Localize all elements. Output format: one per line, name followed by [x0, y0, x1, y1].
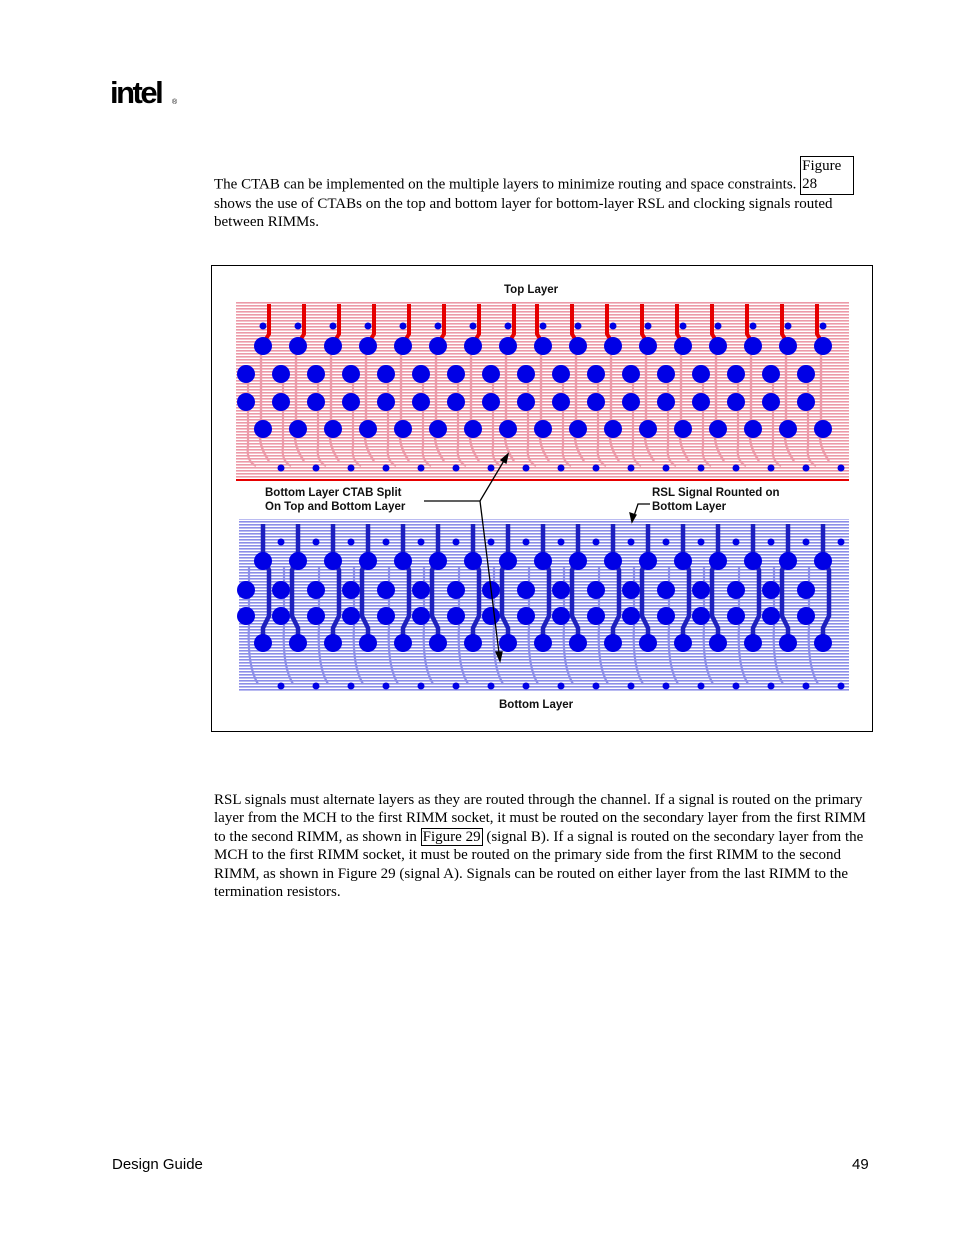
bottom-via [587, 581, 605, 599]
bottom-via [569, 552, 587, 570]
top-via [744, 420, 762, 438]
body-text-2: (signal B). If a signal is routed on the secondary layer from the MCH to the first RIMM socket, it must be routed on the primary side from the first RIMM to the second RIMM, as shown in Figure 29 (signal A). Signals can be routed on either layer from the last RIMM to the termination resistors. [214, 828, 864, 901]
top-via [342, 393, 360, 411]
top-via [814, 337, 832, 355]
top-via [622, 365, 640, 383]
top-via [307, 393, 325, 411]
figure-28-link[interactable]: Figure 28 [800, 156, 854, 195]
bottom-via [797, 607, 815, 625]
bottom-small-via [838, 683, 845, 690]
top-via [779, 337, 797, 355]
top-via [377, 393, 395, 411]
top-small-via [663, 465, 670, 472]
bottom-small-via [453, 539, 460, 546]
top-small-via [558, 465, 565, 472]
top-via [394, 420, 412, 438]
top-small-via [523, 465, 530, 472]
bottom-via [359, 634, 377, 652]
bottom-via [237, 607, 255, 625]
top-via [324, 420, 342, 438]
top-via [587, 365, 605, 383]
top-via [569, 420, 587, 438]
top-small-via [505, 323, 512, 330]
bottom-via [394, 552, 412, 570]
footer-doc-title: Design Guide [112, 1156, 203, 1173]
intro-paragraph [214, 156, 870, 232]
bottom-via [359, 552, 377, 570]
bottom-via [534, 552, 552, 570]
top-via [604, 337, 622, 355]
top-via [762, 393, 780, 411]
top-via [534, 337, 552, 355]
bottom-via [342, 607, 360, 625]
bottom-via [762, 607, 780, 625]
top-via [674, 337, 692, 355]
bottom-via [377, 607, 395, 625]
top-via [797, 365, 815, 383]
top-via [499, 337, 517, 355]
bottom-via [272, 581, 290, 599]
top-small-via [540, 323, 547, 330]
bottom-small-via [313, 539, 320, 546]
top-via [324, 337, 342, 355]
bottom-small-via [523, 683, 530, 690]
top-via [342, 365, 360, 383]
bottom-small-via [453, 683, 460, 690]
bottom-via [429, 552, 447, 570]
bottom-small-via [838, 539, 845, 546]
bottom-via [499, 552, 517, 570]
bottom-via [254, 634, 272, 652]
top-via [709, 337, 727, 355]
top-via [289, 337, 307, 355]
bottom-via [587, 607, 605, 625]
top-via [359, 420, 377, 438]
top-via [307, 365, 325, 383]
top-small-via [365, 323, 372, 330]
top-via [692, 393, 710, 411]
bottom-small-via [628, 683, 635, 690]
bottom-small-via [733, 683, 740, 690]
top-small-via [330, 323, 337, 330]
intro-text-after: shows the use of CTABs on the top and bottom layer for bottom-layer RSL and clocking signals routed between RIMMs. [214, 195, 833, 231]
bottom-via [797, 581, 815, 599]
bottom-via [762, 581, 780, 599]
top-small-via [715, 323, 722, 330]
bottom-small-via [733, 539, 740, 546]
bottom-via [692, 581, 710, 599]
bottom-via [412, 581, 430, 599]
top-small-via [698, 465, 705, 472]
top-via [517, 365, 535, 383]
bottom-small-via [488, 683, 495, 690]
bottom-via [517, 581, 535, 599]
top-small-via [733, 465, 740, 472]
top-small-via [400, 323, 407, 330]
top-via [814, 420, 832, 438]
bottom-via [307, 581, 325, 599]
top-via [254, 337, 272, 355]
top-small-via [435, 323, 442, 330]
bottom-small-via [383, 539, 390, 546]
bottom-via [709, 552, 727, 570]
top-via [779, 420, 797, 438]
top-via [552, 365, 570, 383]
top-via [622, 393, 640, 411]
top-small-via [820, 323, 827, 330]
bottom-via [814, 634, 832, 652]
bottom-via [622, 581, 640, 599]
top-via [412, 393, 430, 411]
top-via [604, 420, 622, 438]
bottom-via [657, 607, 675, 625]
top-small-via [488, 465, 495, 472]
bottom-small-via [348, 683, 355, 690]
bottom-via [727, 607, 745, 625]
bottom-via [622, 607, 640, 625]
top-via [762, 365, 780, 383]
top-small-via [260, 323, 267, 330]
bottom-via [324, 552, 342, 570]
top-via [639, 420, 657, 438]
bottom-small-via [418, 539, 425, 546]
bottom-small-via [558, 539, 565, 546]
rsl-alternation-paragraph [214, 791, 870, 901]
top-via [692, 365, 710, 383]
top-via [727, 365, 745, 383]
top-via [639, 337, 657, 355]
rsl-signal-callout: RSL Signal Rounted on Bottom Layer [652, 487, 780, 513]
top-layer-label: Top Layer [504, 284, 559, 296]
bottom-via [464, 552, 482, 570]
bottom-via [604, 634, 622, 652]
top-via [657, 393, 675, 411]
bottom-small-via [628, 539, 635, 546]
bottom-via [237, 581, 255, 599]
bottom-small-via [698, 683, 705, 690]
bottom-via [482, 607, 500, 625]
bottom-via [709, 634, 727, 652]
bottom-small-via [488, 539, 495, 546]
top-via [482, 393, 500, 411]
bottom-via [552, 607, 570, 625]
bottom-small-via [663, 683, 670, 690]
bottom-via [377, 581, 395, 599]
bottom-via [412, 607, 430, 625]
top-via [657, 365, 675, 383]
bottom-via [744, 552, 762, 570]
bottom-small-via [803, 539, 810, 546]
bottom-via [499, 634, 517, 652]
top-small-via [785, 323, 792, 330]
bottom-via [727, 581, 745, 599]
top-via [709, 420, 727, 438]
top-via [482, 365, 500, 383]
top-via [534, 420, 552, 438]
top-small-via [278, 465, 285, 472]
bottom-small-via [523, 539, 530, 546]
bottom-small-via [698, 539, 705, 546]
top-via [447, 393, 465, 411]
bottom-small-via [278, 539, 285, 546]
top-via [797, 393, 815, 411]
top-via [587, 393, 605, 411]
bottom-via [779, 552, 797, 570]
bottom-small-via [768, 539, 775, 546]
top-small-via [680, 323, 687, 330]
intel-logo-wordmark: intel [110, 76, 162, 110]
bottom-small-via [593, 539, 600, 546]
bottom-small-via [313, 683, 320, 690]
bottom-small-via [558, 683, 565, 690]
bottom-via [814, 552, 832, 570]
top-via [464, 420, 482, 438]
bottom-via [552, 581, 570, 599]
registered-mark: ® [172, 99, 178, 106]
top-small-via [575, 323, 582, 330]
bottom-layer-label: Bottom Layer [499, 699, 574, 711]
bottom-via [289, 552, 307, 570]
bottom-via [429, 634, 447, 652]
bottom-via [447, 581, 465, 599]
bottom-small-via [663, 539, 670, 546]
bottom-via [779, 634, 797, 652]
bottom-small-via [383, 683, 390, 690]
top-small-via [838, 465, 845, 472]
figure-29-link[interactable]: Figure 29 [422, 828, 481, 845]
bottom-via [657, 581, 675, 599]
bottom-via [604, 552, 622, 570]
top-small-via [418, 465, 425, 472]
top-via [464, 337, 482, 355]
intel-logo [110, 76, 182, 116]
bottom-via [464, 634, 482, 652]
ctab-split-callout: Bottom Layer CTAB Split On Top and Bottom Layer [265, 487, 406, 513]
top-small-via [313, 465, 320, 472]
top-small-via [348, 465, 355, 472]
bottom-small-via [768, 683, 775, 690]
bottom-via [307, 607, 325, 625]
bottom-via [569, 634, 587, 652]
bottom-small-via [278, 683, 285, 690]
top-small-via [768, 465, 775, 472]
bottom-via [674, 634, 692, 652]
top-small-via [453, 465, 460, 472]
page-number: 49 [852, 1156, 869, 1173]
top-small-via [295, 323, 302, 330]
top-via [552, 393, 570, 411]
bottom-via [517, 607, 535, 625]
bottom-via [324, 634, 342, 652]
top-via [272, 393, 290, 411]
top-via [517, 393, 535, 411]
top-via [394, 337, 412, 355]
bottom-small-via [348, 539, 355, 546]
top-via [569, 337, 587, 355]
top-via [237, 393, 255, 411]
bottom-via [692, 607, 710, 625]
top-small-via [470, 323, 477, 330]
bottom-via [289, 634, 307, 652]
top-via [499, 420, 517, 438]
top-small-via [750, 323, 757, 330]
top-via [237, 365, 255, 383]
figure-28 [211, 265, 873, 732]
bottom-via [254, 552, 272, 570]
top-via [447, 365, 465, 383]
top-via [359, 337, 377, 355]
top-small-via [593, 465, 600, 472]
top-small-via [645, 323, 652, 330]
bottom-via [342, 581, 360, 599]
bottom-via [639, 552, 657, 570]
top-small-via [803, 465, 810, 472]
bottom-via [447, 607, 465, 625]
top-via [412, 365, 430, 383]
top-via [744, 337, 762, 355]
top-via [254, 420, 272, 438]
bottom-via [744, 634, 762, 652]
top-small-via [628, 465, 635, 472]
intro-text-before: The CTAB can be implemented on the multiple layers to minimize routing and space constraints. [214, 176, 801, 193]
top-small-via [610, 323, 617, 330]
top-via [377, 365, 395, 383]
bottom-via [272, 607, 290, 625]
top-via [289, 420, 307, 438]
body-text-1: RSL signals must alternate layers as they are routed through the channel. If a signal is routed on the primary layer from the MCH to the first RIMM socket, it must be routed on the secondary layer from the first RIMM to the second RIMM, as shown in [214, 792, 866, 845]
top-small-via [383, 465, 390, 472]
bottom-small-via [593, 683, 600, 690]
bottom-via [639, 634, 657, 652]
top-via [429, 420, 447, 438]
bottom-small-via [418, 683, 425, 690]
bottom-small-via [803, 683, 810, 690]
top-via [429, 337, 447, 355]
top-via [727, 393, 745, 411]
bottom-via [534, 634, 552, 652]
top-via [674, 420, 692, 438]
top-via [272, 365, 290, 383]
bottom-via [394, 634, 412, 652]
bottom-via [674, 552, 692, 570]
